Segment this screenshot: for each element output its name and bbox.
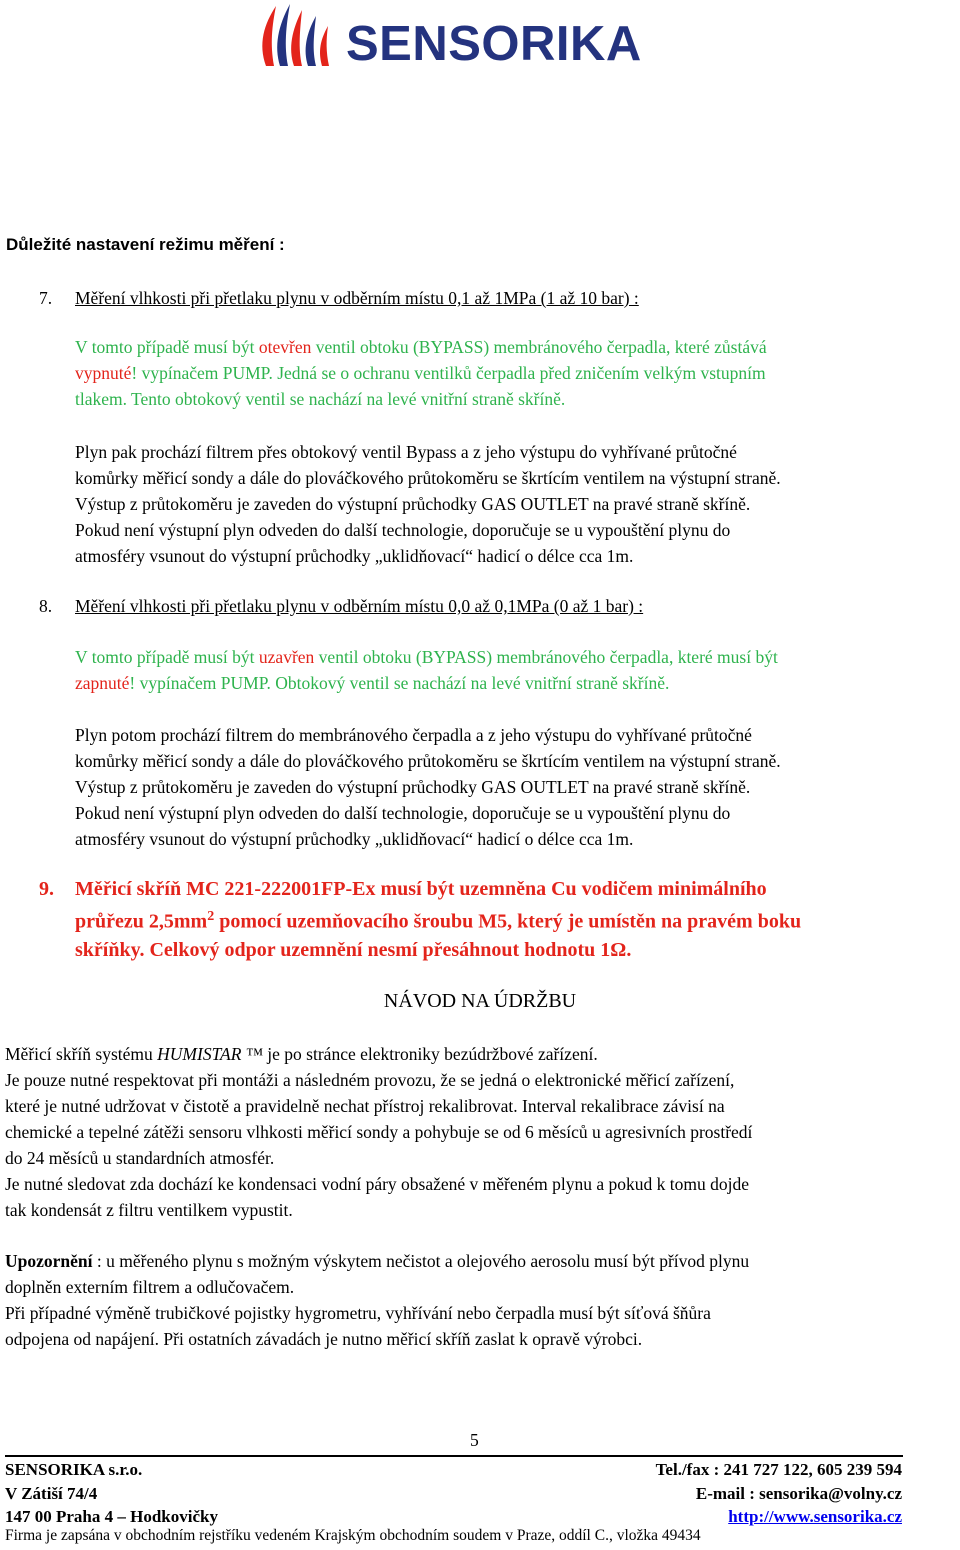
para-line: tak kondensát z filtru ventilkem vypustit. [5,1200,293,1220]
notice-line [75,903,955,936]
para-line: chemické a tepelné zátěži sensoru vlhkosti měřicí sondy a pohybuje se od 6 měsíců u agresivních prostředí [5,1122,753,1142]
para-line: Plyn potom prochází filtrem do membránového čerpadla a z jeho výstupu do vyhřívané průtočné [75,725,752,745]
section-7-para1-line3: tlakem. Tento obtokový ventil se nachází na levé vnitřní straně skříně. [75,389,566,409]
text: : u měřeného plynu s možným výskytem nečistot a olejového aerosolu musí být přívod plynu [92,1251,750,1271]
footer-city: 147 00 Praha 4 – Hodkovičky [5,1507,218,1526]
section-9-grounding-notice [75,875,955,964]
footer-company: SENSORIKA s.r.o. [5,1460,143,1479]
section-7-number: 7. [39,288,53,308]
brand-name: HUMISTAR ™ [157,1044,263,1064]
notice-line: skříňky. Celkový odpor uzemnění nesmí přesáhnout hodnotu 1Ω. [75,938,632,961]
text: průřezu 2,5mm [75,910,208,933]
maintenance-title: NÁVOD NA ÚDRŽBU [383,990,577,1012]
footer-phone: Tel./fax : 241 727 122, 605 239 594 [655,1460,902,1479]
sensorika-logo-flame-icon [256,0,336,70]
section-7-para1-line1 [75,334,767,360]
section-8-para2 [75,722,781,852]
superscript: 2 [207,909,215,924]
para-line: Je pouze nutné respektovat při montáži a následném provozu, že se jedná o elektronické měřicí zařízení, [5,1070,735,1090]
text: V tomto případě musí být [75,337,259,357]
section-7-para1-line2 [75,360,766,386]
section-8-para1-line1 [75,644,778,670]
section-7-title: Měření vlhkosti při přetlaku plynu v odběrním místu 0,1 až 1MPa (1 až 10 bar) : [75,288,639,308]
state-off: vypnuté [75,363,132,383]
para-line: které je nutné udržovat v čistotě a pravidelně nechat přístroj rekalibrovat. Interval rekalibrace závisí na [5,1096,725,1116]
text: ventil obtoku (BYPASS) membránového čerpadla, které zůstává [311,337,767,357]
text: ventil obtoku (BYPASS) membránového čerpadla, které musí být [314,647,778,667]
text: ! vypínačem PUMP. Obtokový ventil se nachází na levé vnitřní straně skříně. [129,673,670,693]
warning-paragraph [5,1248,955,1352]
para-line: komůrky měřicí sondy a dále do plováčkového průtokoměru se škrtícím ventilem na výstupní straně. [75,751,781,771]
text: je po stránce elektroniky bezúdržbové zařízení. [262,1044,598,1064]
section-8-number: 8. [39,596,53,616]
maintenance-intro [5,1041,955,1067]
para-line [5,1248,955,1274]
para-line: atmosféry vsunout do výstupní průchodky „uklidňovací“ hadicí o délce cca 1m. [75,546,634,566]
page-number: 5 [470,1430,479,1450]
text: pomocí uzemňovacího šroubu M5, který je umístěn na pravém boku [214,910,802,933]
footer-street: V Zátiší 74/4 [5,1484,98,1503]
para-line: komůrky měřicí sondy a dále do plováčkového průtokoměru se škrtícím ventilem na výstupní straně. [75,468,781,488]
company-logo-text: SENSORIKA [346,17,642,71]
page-heading: Důležité nastavení režimu měření : [6,235,285,254]
section-8-title: Měření vlhkosti při přetlaku plynu v odběrním místu 0,0 až 0,1MPa (0 až 1 bar) : [75,596,644,616]
state-on: zapnuté [75,673,130,693]
notice-line: Měřicí skříň MC 221-222001FP-Ex musí být uzemněna Cu vodičem minimálního [75,878,767,900]
website-link[interactable]: http://www.sensorika.cz [728,1507,902,1526]
text: ! vypínačem PUMP. Jedná se o ochranu ventilků čerpadla před zničením velkým vstupním [131,363,766,383]
para-line: doplněn externím filtrem a odlučovačem. [5,1277,295,1297]
para-line: Při případné výměně trubičkové pojistky hygrometru, vyhřívání nebo čerpadla musí být síťová šňůra [5,1303,711,1323]
text: V tomto případě musí být [75,647,259,667]
footer-email: E-mail : sensorika@volny.cz [695,1484,902,1503]
section-9-number: 9. [39,878,54,900]
para-line: Pokud není výstupní plyn odveden do další technologie, doporučuje se u vypouštění plynu do [75,803,731,823]
para-line: do 24 měsíců u standardních atmosfér. [5,1148,275,1168]
maintenance-paragraph [5,1067,955,1223]
section-8-para1-line2 [75,670,669,696]
section-7-para2 [75,439,781,569]
text: Měřicí skříň systému [5,1044,158,1064]
state-closed: uzavřen [258,647,315,667]
para-line: Plyn pak prochází filtrem přes obtokový ventil Bypass a z jeho výstupu do vyhřívané průtočné [75,442,737,462]
para-line: Je nutné sledovat zda dochází ke kondensaci vodní páry obsažené v měřeném plynu a pokud k tomu dojde [5,1174,750,1194]
para-line: odpojena od napájení. Při ostatních závadách je nutno měřicí skříň zaslat k opravě výrobci. [5,1329,643,1349]
para-line: Výstup z průtokoměru je zaveden do výstupní průchodky GAS OUTLET na pravé straně skříně. [75,494,751,514]
state-open: otevřen [258,337,312,357]
footer-divider [5,1455,903,1457]
warning-label: Upozornění [5,1251,93,1271]
para-line: atmosféry vsunout do výstupní průchodky „uklidňovací“ hadicí o délce cca 1m. [75,829,634,849]
footer-registry-note: Firma je zapsána v obchodním rejstříku vedeném Krajským obchodním soudem v Praze, oddíl C., vložka 49434 [5,1527,701,1544]
footer-web-link[interactable] [728,1505,902,1529]
para-line: Výstup z průtokoměru je zaveden do výstupní průchodky GAS OUTLET na pravé straně skříně. [75,777,751,797]
para-line: Pokud není výstupní plyn odveden do další technologie, doporučuje se u vypouštění plynu do [75,520,731,540]
